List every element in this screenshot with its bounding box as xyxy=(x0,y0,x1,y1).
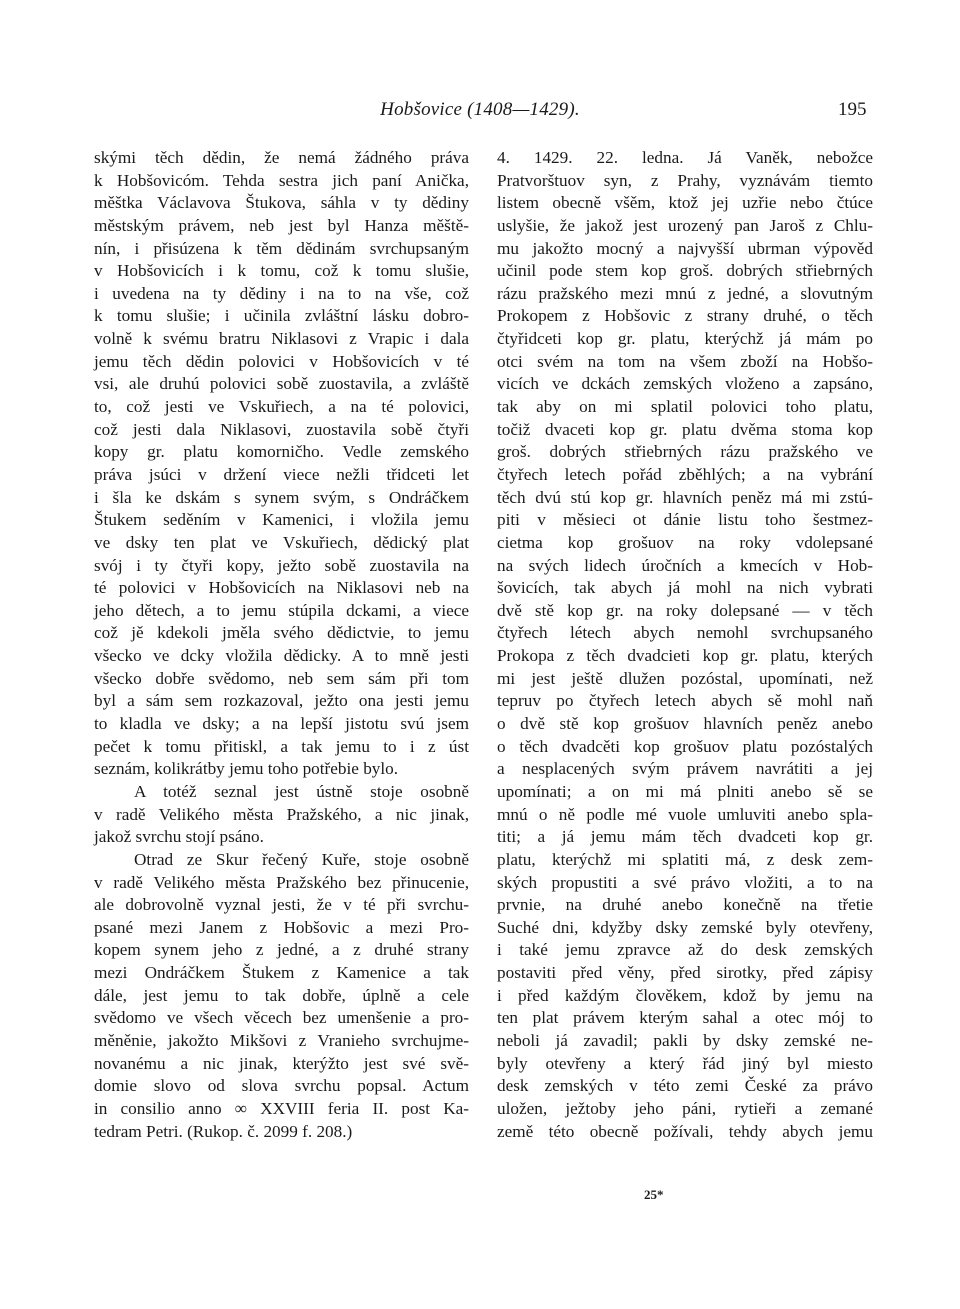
text-line: vsi, ale druhú polovici sobě zuostavila, a zvláště xyxy=(94,374,469,394)
text-line: platu, kterýchž mi splatiti má, z desk zem- xyxy=(497,849,873,869)
text-line: ten plat právem kterým sahal a otec mój to xyxy=(497,1008,873,1028)
text-line: kopy gr. platu komorničho. Vedle zemského xyxy=(94,442,469,462)
text-line: to, což jesti ve Vskuřiech, a na té polovici, xyxy=(94,397,469,417)
text-line: což jesti dala Niklasovi, zuostavila sobě čtyři xyxy=(94,419,469,439)
text-line: Otrad ze Skur řečený Kuře, stoje osobně xyxy=(134,849,469,869)
text-line: mi jest ještě dlužen pozóstal, upomínati, než xyxy=(497,668,873,688)
text-line: postaviti před věny, před sirotky, před zápisy xyxy=(497,963,873,983)
running-title: Hobšovice (1408—1429). xyxy=(380,99,580,120)
page-number: 195 xyxy=(838,99,867,120)
text-line: Prokopa z těch dvadcieti kop gr. platu, kterých xyxy=(497,646,873,666)
text-line: otci svém na tom na všem zboží na Hobšo- xyxy=(497,351,873,371)
text-line: o dvě stě kop grošuov hlavních peněz anebo xyxy=(497,714,873,734)
text-line: nín, i přisúzena k těm dědinám svrchupsaným xyxy=(94,238,469,258)
text-line: ských propustiti a své právo vložiti, a to na xyxy=(497,872,873,892)
text-line: mu jakožto mocný a najvyšší ubrman výpověd xyxy=(497,238,873,258)
text-line: A totéž seznal jest ústně stoje osobně xyxy=(134,781,469,801)
text-line: práva jsúci v držení viece nežli třidceti let xyxy=(94,464,469,484)
text-line: všecko ve dcky vložila dědicky. A to mně jesti xyxy=(94,646,469,666)
text-line: těch dvú stú kop gr. hlavních peněz má mi zstú- xyxy=(497,487,873,507)
text-line: uložen, ježtoby jeho páni, rytieři a zemané xyxy=(497,1098,873,1118)
text-line: prvnie, na druhé anebo konečně na třetie xyxy=(497,895,873,915)
text-line: novanému a nic jinak, kterýžto jest své svě- xyxy=(94,1053,469,1073)
text-line: měštka Václavova Štukova, sáhla v ty dědiny xyxy=(94,193,469,213)
text-line: ale dobrovolně vyznal jesti, že v té při svrchu- xyxy=(94,895,469,915)
text-line: in consilio anno ∞ XXVIII feria II. post Ka- xyxy=(94,1098,469,1118)
text-line: Štukem seděním v Kamenici, i vložila jemu xyxy=(94,510,469,530)
text-line: jemu těch dědin polovici v Hobšovicích v té xyxy=(94,351,469,371)
text-line: čtyřech létech abych nemohl svrchupsaného xyxy=(497,623,873,643)
text-line: byl a sám sem rozkazoval, ježto ona jesti jemu xyxy=(94,691,469,711)
text-line: groš. dobrých střiebrných rázu pražského ve xyxy=(497,442,873,462)
text-line: i před každým člověkem, kdož by jemu na xyxy=(497,985,873,1005)
text-line: byly otevřeny a který řád jiný byl miesto xyxy=(497,1053,873,1073)
text-line: o těch dvadcěti kop grošuov platu pozóstalých xyxy=(497,736,873,756)
text-line: Pratvorštuov syn, z Prahy, vyznávám tiemto xyxy=(497,170,873,190)
text-line: pečet k tomu přitiskl, a tak jemu to i z úst xyxy=(94,736,469,756)
text-line: země této obecně požívali, tehdy abych jemu xyxy=(497,1121,873,1141)
text-line: k Hobšovicóm. Tehda sestra jich paní Anička, xyxy=(94,170,469,190)
text-line: uslyšie, že jakož jest urozený pan Jaroš z Chlu- xyxy=(497,215,873,235)
text-line: Prokopem z Hobšovic z strany druhé, o těch xyxy=(497,306,873,326)
text-line: měněnie, jakožto Mikšovi z Vranieho svrchujme- xyxy=(94,1030,469,1050)
text-line: to kladla ve dsky; a na lepší jistotu svú jsem xyxy=(94,714,469,734)
text-line: svědomo ve všech věcech bez umenšenie a pro- xyxy=(94,1008,469,1028)
text-line: tepruv po čtyřech letech abych sě mohl naň xyxy=(497,691,873,711)
text-line: čtyřech letech pořád zběhlých; a na vybrání xyxy=(497,464,873,484)
text-line: mezi Ondráčkem Štukem z Kamenice a tak xyxy=(94,963,469,983)
text-line: v radě Velikého města Pražského bez přinucenie, xyxy=(94,872,469,892)
text-line: čtyřidceti kop gr. platu, kterýchž já mám po xyxy=(497,329,873,349)
text-line: volně k svému bratru Niklasovi z Vrapic i dala xyxy=(94,329,469,349)
text-line: tak aby on mi splatil polovici toho platu, xyxy=(497,397,873,417)
text-line: točiž dvaceti kop gr. platu dvěma stoma kop xyxy=(497,419,873,439)
text-line: městským právem, neb jest byl Hanza měště- xyxy=(94,215,469,235)
left-text-column xyxy=(94,147,469,1143)
text-line: té polovici v Hobšovicích na Niklasovi neb na xyxy=(94,578,469,598)
text-line: seznám, kolikrátby jemu toho potřebie bylo. xyxy=(94,759,399,779)
text-line: titi; a já jemu mám těch dvadceti kop gr. xyxy=(497,827,873,847)
text-line: kopem synem jeho z jedné, a z druhé strany xyxy=(94,940,469,960)
text-line: v Hobšovicích i k tomu, což k tomu slušie, xyxy=(94,261,469,281)
text-line: upomínati; a on mi má plniti anebo sě se xyxy=(497,781,873,801)
text-line: k tomu slušie; i učinila zvláštní lásku dobro- xyxy=(94,306,469,326)
text-line: piti v měsieci ot dánie listu toho šestmez- xyxy=(497,510,873,530)
text-line: na svých lidech úročních a kmecích v Hob- xyxy=(497,555,873,575)
text-line: jeho dětech, a to jemu stúpila dckami, a viece xyxy=(94,600,469,620)
text-line: Suché dni, kdyžby dsky zemské byly otevřeny, xyxy=(497,917,873,937)
text-line: i uvedena na ty dědiny i na to na vše, což xyxy=(94,283,469,303)
text-line: 4. 1429. 22. ledna. Já Vaněk, nebožce xyxy=(497,148,873,167)
text-line: což jě kdekoli jměla svého dědictvie, to jemu xyxy=(94,623,469,643)
text-line: desk zemských v této zemi České za právo xyxy=(497,1076,873,1096)
text-line: i šla ke dskám s synem svým, s Ondráčkem xyxy=(94,487,469,507)
text-line: i také jemu zpravce až do desk zemských xyxy=(497,940,873,960)
text-line: ve dsky ten plat ve Vskuřiech, dědický plat xyxy=(94,532,469,552)
signature-mark: 25* xyxy=(644,1187,664,1202)
text-line: listem obecně všěm, ktož jej uzřie nebo čtúce xyxy=(497,193,873,213)
text-line: šovicích, tak abych já mohl na nich vybrati xyxy=(497,578,873,598)
text-line: a nesplacených svým právem navrátiti a jej xyxy=(497,759,873,779)
text-line: v radě Velikého města Pražského, a nic jinak, xyxy=(94,804,469,824)
text-line: svój i ty čtyři kopy, ježto sobě zuostavila na xyxy=(94,555,469,575)
text-line: jakož svrchu stojí psáno. xyxy=(94,827,264,847)
text-line: učinil pode stem kop groš. dobrých střiebrných xyxy=(497,261,873,281)
text-line: domie slovo od slova svrchu popsal. Actum xyxy=(94,1076,469,1096)
text-line: mnú o ně podle mé vuole umluviti anebo spla- xyxy=(497,804,873,824)
text-line: dále, jest jemu to tak dobře, úplně a cele xyxy=(94,985,469,1005)
text-line: skými těch dědin, že nemá žádného práva xyxy=(94,148,469,167)
text-line: všecko dobře svědomo, neb sem sám při tom xyxy=(94,668,469,688)
right-text-column xyxy=(497,147,873,1143)
text-line: tedram Petri. (Rukop. č. 2099 f. 208.) xyxy=(94,1121,353,1141)
text-line: rázu pražského mezi mnú z jedné, a slovutným xyxy=(497,283,873,303)
text-line: vicích ve dckách zemských vloženo a zapsáno, xyxy=(497,374,873,394)
text-line: dvě stě kop gr. na roky dolepsané — v těch xyxy=(497,600,873,620)
text-line: psané mezi Janem z Hobšovic a mezi Pro- xyxy=(94,917,469,937)
text-line: cietma kop grošuov na roky vdolepsané xyxy=(497,532,873,552)
text-line: neboli já zavadil; pakli by dsky zemské ne- xyxy=(497,1030,873,1050)
